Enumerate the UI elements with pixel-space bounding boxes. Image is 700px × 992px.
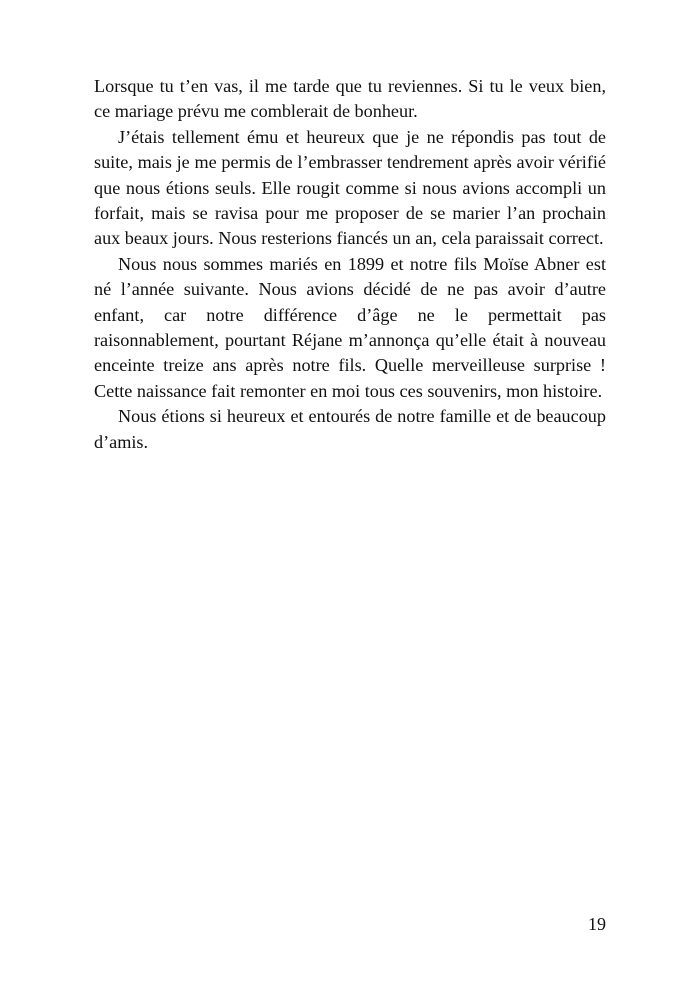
paragraph-1: Lorsque tu t’en vas, il me tarde que tu reviennes. Si tu le veux bien, ce mariage prévu me comblerait de bonheur.: [94, 76, 606, 122]
paragraph-4: Nous étions si heureux et entourés de notre famille et de beaucoup d’amis.: [94, 406, 606, 452]
paragraph-2: J’étais tellement ému et heureux que je ne répondis pas tout de suite, mais je me permis de l’embrasser tendrement après avoir vérifié que nous étions seuls. Elle rougit comme si nous avions accompli un forfait, mais se ravisa pour me proposer de se marier l’an prochain aux beaux jours. Nous resterions fiancés un an, cela paraissait correct.: [94, 126, 606, 249]
page-number: 19: [588, 914, 606, 934]
body-text: [94, 74, 606, 455]
paragraph-3: Nous nous sommes mariés en 1899 et notre fils Moïse Abner est né l’année suivante. Nous avions décidé de ne pas avoir d’autre enfant, car notre différence d’âge ne le permettait pas raisonnablement, pourtant Réjane m’annonça qu’elle était à nouveau enceinte treize ans après notre fils. Quelle merveilleuse surprise ! Cette naissance fait remonter en moi tous ces souvenirs, mon histoire.: [94, 253, 606, 401]
